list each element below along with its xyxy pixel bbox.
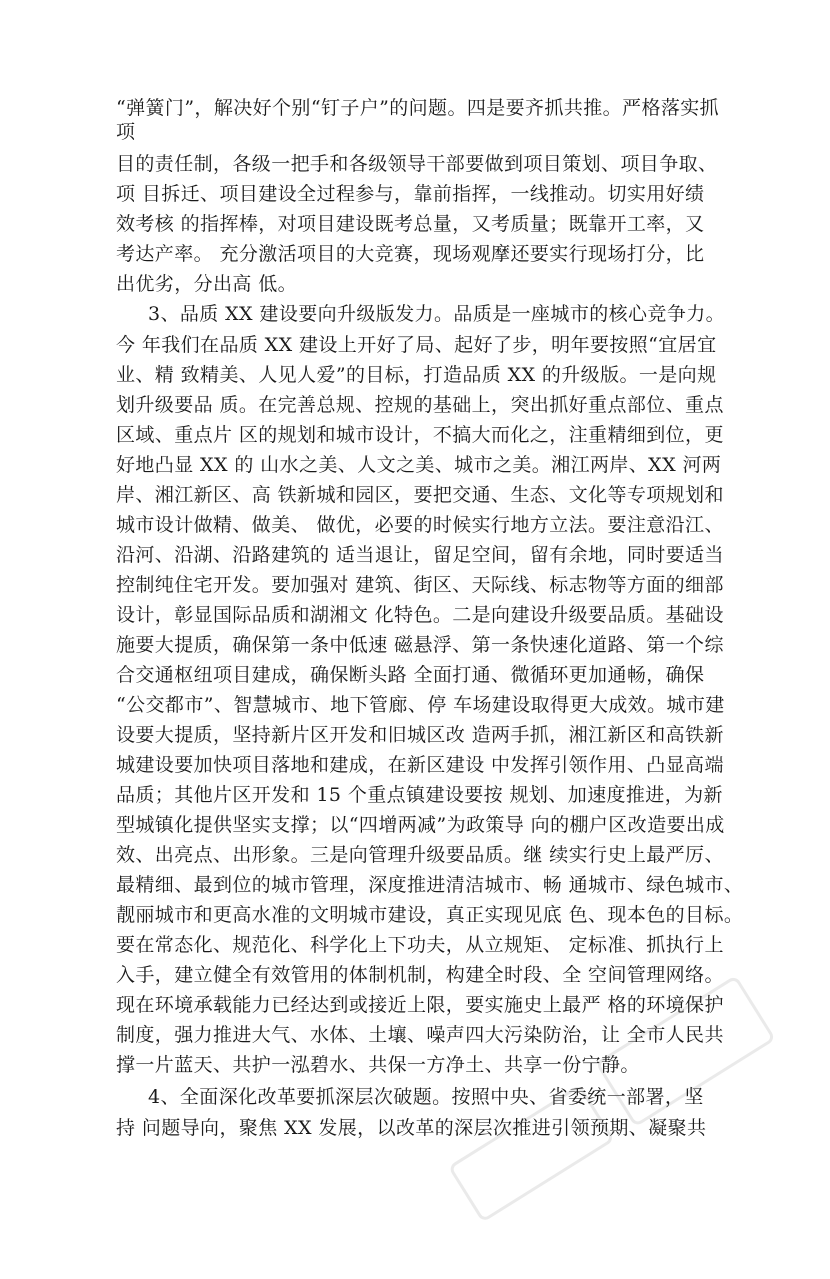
text-line: 区域、重点片 区的规划和城市设计，不搞大而化之，注重精细到位，更: [116, 424, 724, 446]
text-line: 项: [116, 121, 136, 143]
text-line: 要在常态化、规范化、科学化上下功夫，从立规矩、 定标准、抓执行上: [116, 934, 724, 956]
text-line: 目的责任制，各级一把手和各级领导干部要做到项目策划、项目争取、: [116, 153, 718, 175]
text-line: 3、品质 XX 建设要向升级版发力。品质是一座城市的核心竞争力。: [148, 303, 726, 325]
text-line: 撑一片蓝天、共护一泓碧水、共保一方净土、共享一份宁静。: [116, 1054, 640, 1076]
text-line: 城市设计做精、做美、 做优，必要的时候实行地方立法。要注意沿江、: [116, 514, 724, 536]
text-line: 控制纯住宅开发。要加强对 建筑、街区、天际线、标志物等方面的细部: [116, 574, 724, 596]
text-line: 设要大提质，坚持新片区开发和旧城区改 造两手抓，湘江新区和高铁新: [116, 724, 724, 746]
text-line: 型城镇化提供坚实支撑；以“四增两减”为政策导 向的棚户区改造要出成: [116, 814, 725, 836]
text-line: 出优劣，分出高 低。: [116, 273, 298, 295]
text-line: 制度，强力推进大气、水体、土壤、噪声四大污染防治，让 全市人民共: [116, 1024, 724, 1046]
text-line: 效、出亮点、出形象。三是向管理升级要品质。继 续实行史上最严厉、: [116, 844, 724, 866]
text-line: 持 问题导向，聚焦 XX 发展，以改革的深层次推进引领预期、凝聚共: [116, 1117, 707, 1139]
text-line: 岸、湘江新区、高 铁新城和园区，要把交通、生态、文化等专项规划和: [116, 484, 724, 506]
text-line: 城建设要加快项目落地和建成，在新区建设 中发挥引领作用、凸显高端: [116, 754, 724, 776]
text-line: 今 年我们在品质 XX 建设上开好了局、起好了步，明年要按照“宜居宜: [116, 334, 717, 356]
text-line: “弹簧门”，解决好个别“钉子户”的问题。四是要齐抓共推。严格落实抓: [116, 97, 720, 119]
text-line: 4、全面深化改革要抓深层次破题。按照中央、省委统一部署，坚: [148, 1086, 704, 1108]
text-line: 入手，建立健全有效管用的体制机制，构建全时段、全 空间管理网络。: [116, 964, 724, 986]
text-line: “公交都市”、智慧城市、地下管廊、停 车场建设取得更大成效。城市建: [116, 694, 725, 716]
text-line: 业、精 致精美、人见人爱”的目标，打造品质 XX 的升级版。一是向规: [116, 364, 717, 386]
text-line: 好地凸显 XX 的 山水之美、人文之美、城市之美。湘江两岸、XX 河两: [116, 454, 722, 476]
text-line: 最精细、最到位的城市管理，深度推进清洁城市、畅 通城市、绿色城市、: [116, 874, 744, 896]
text-line: 考达产率。 充分激活项目的大竞赛，现场观摩还要实行现场打分，比: [116, 243, 705, 265]
text-line: 品质；其他片区开发和 15 个重点镇建设要按 规划、加速度推进，为新: [116, 784, 723, 806]
text-line: 沿河、沿湖、沿路建筑的 适当退让，留足空间，留有余地，同时要适当: [116, 544, 724, 566]
text-line: 划升级要品 质。在完善总规、控规的基础上，突出抓好重点部位、重点: [116, 394, 724, 416]
text-line: 合交通枢纽项目建成，确保断头路 全面打通、微循环更加通畅，确保: [116, 664, 705, 686]
text-line: 项 目拆迁、项目建设全过程参与，靠前指挥，一线推动。切实用好绩: [116, 183, 705, 205]
text-line: 施要大提质，确保第一条中低速 磁悬浮、第一条快速化道路、第一个综: [116, 634, 724, 656]
text-line: 现在环境承载能力已经达到或接近上限，要实施史上最严 格的环境保护: [116, 994, 724, 1016]
text-line: 靓丽城市和更高水准的文明城市建设，真正实现见底 色、现本色的目标。: [116, 904, 744, 926]
text-line: 设计，彰显国际品质和湖湘文 化特色。二是向建设升级要品质。基础设: [116, 604, 724, 626]
text-line: 效考核 的指挥棒，对项目建设既考总量，又考质量；既靠开工率，又: [116, 213, 705, 235]
